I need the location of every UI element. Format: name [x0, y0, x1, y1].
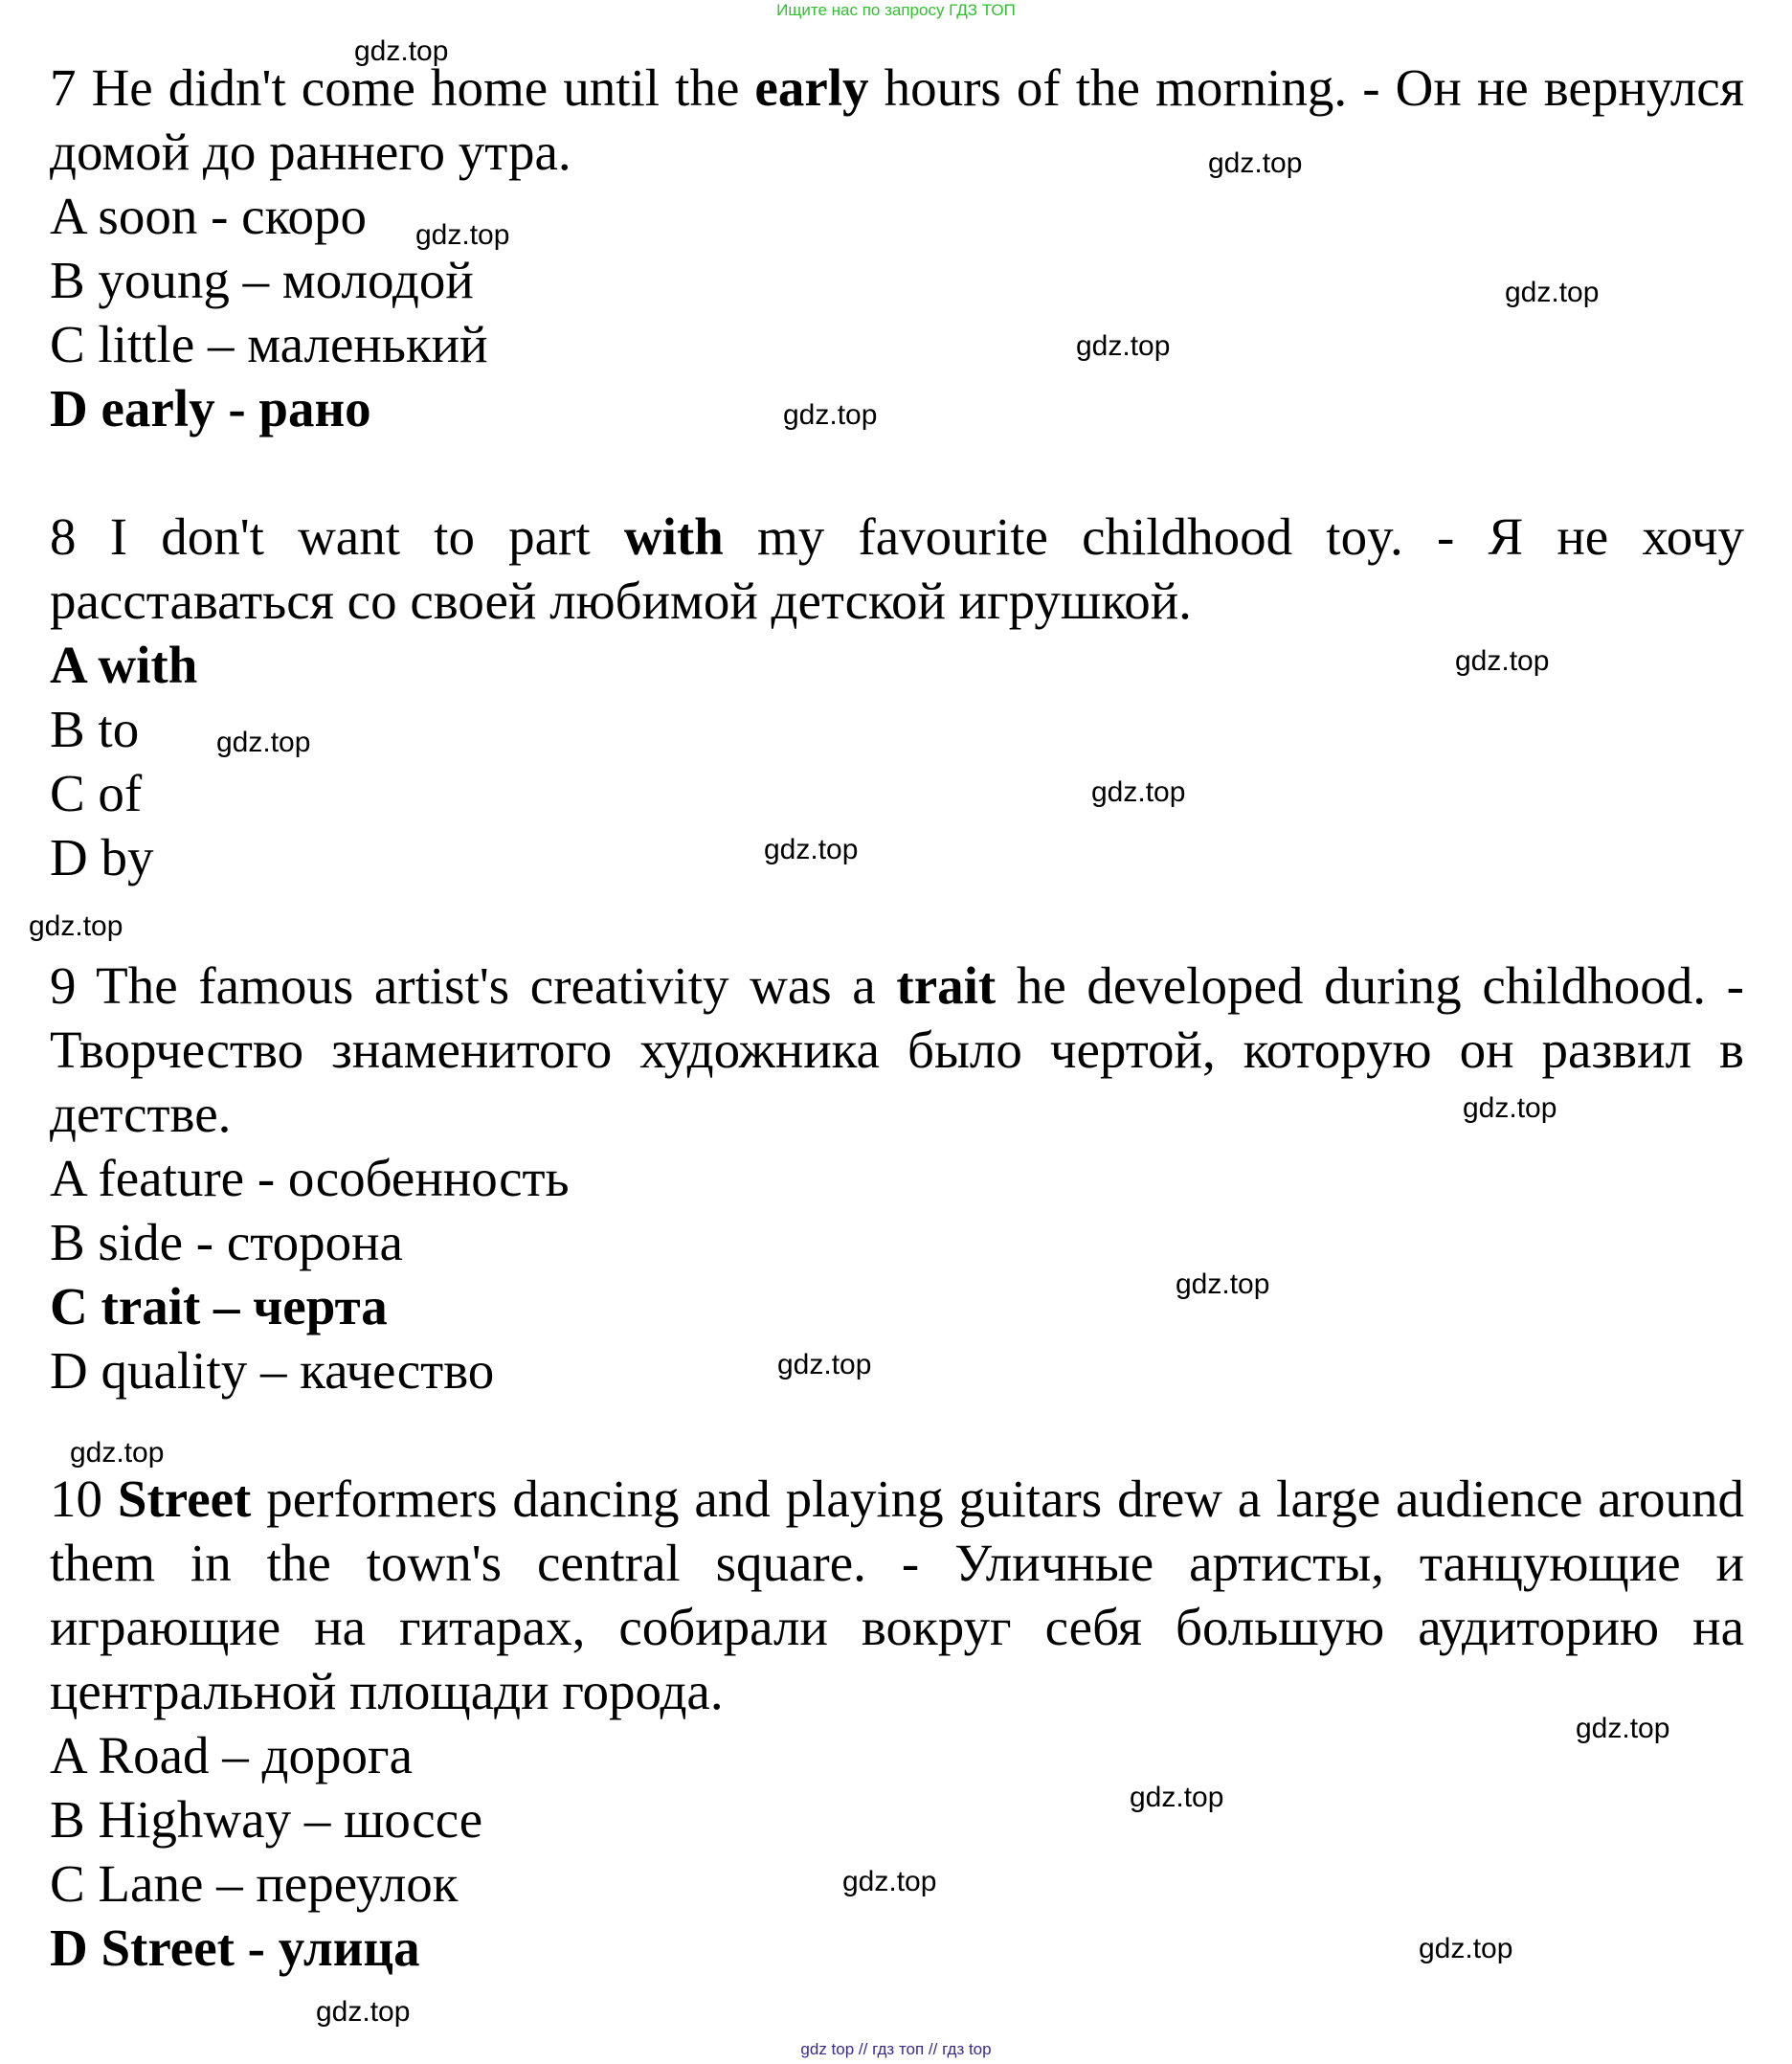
question-10-option-a: A Road – дорога [50, 1726, 413, 1784]
watermark: gdz.top [842, 1866, 937, 1897]
spacer [50, 1402, 1744, 1467]
watermark: gdz.top [1130, 1782, 1224, 1813]
watermark: gdz.top [783, 399, 878, 431]
question-8 [50, 505, 1744, 633]
question-10 [50, 1467, 1744, 1723]
top-banner: Ищите нас по запросу ГДЗ ТОП [776, 1, 1016, 19]
question-7-option-a: A soon - скоро [50, 187, 367, 245]
watermark: gdz.top [354, 35, 449, 67]
question-8-option-c: C of [50, 764, 143, 822]
question-10-suffix: performers dancing and playing guitars drew a large audience around them in the town's central square. - Уличные артисты, танцующие и играющие на гитарах, собирали вокруг себя большую аудиторию на центральной площади города. [50, 1469, 1745, 1720]
question-7-keyword: early [754, 58, 869, 117]
question-9-keyword: trait [896, 956, 997, 1015]
watermark: gdz.top [29, 910, 123, 942]
question-9-option-a: A feature - особенность [50, 1149, 570, 1207]
question-10-keyword: Street [117, 1469, 252, 1528]
spacer [50, 889, 1744, 953]
question-8-option-b: B to [50, 700, 140, 758]
question-7-suffix: hours of the morning. - Он не вернулся домой до раннего утра. [50, 58, 1744, 181]
question-7-option-b: B young – молодой [50, 251, 474, 309]
watermark: gdz.top [1076, 330, 1171, 362]
spacer [50, 440, 1744, 505]
question-7-option-d-correct: D early - рано [50, 379, 371, 437]
watermark: gdz.top [1208, 147, 1303, 179]
question-8-suffix: my favourite childhood toy. - Я не хочу расставаться со своей любимой детской игрушкой. [50, 507, 1745, 630]
watermark: gdz.top [1176, 1268, 1270, 1300]
question-10-option-c: C Lane – переулок [50, 1854, 459, 1913]
watermark: gdz.top [1505, 277, 1600, 308]
footer: gdz top // гдз топ // гдз top [800, 2040, 992, 2058]
question-7-option-c: C little – маленький [50, 315, 488, 373]
question-10-prefix: 10 [50, 1469, 118, 1528]
exercise-content [50, 56, 1744, 1980]
watermark: gdz.top [1091, 776, 1186, 808]
question-8-option-a-correct: A with [50, 636, 198, 694]
question-8-keyword: with [623, 507, 724, 566]
watermark: gdz.top [777, 1349, 872, 1380]
question-7-prefix: 7 He didn't come home until the [50, 58, 755, 117]
watermark: gdz.top [216, 727, 311, 758]
watermark: gdz.top [415, 219, 510, 251]
question-10-option-d-correct: D Street - улица [50, 1918, 420, 1977]
question-7 [50, 56, 1744, 184]
watermark: gdz.top [1576, 1713, 1670, 1744]
question-8-option-d: D by [50, 828, 154, 886]
question-10-option-b: B Highway – шоссе [50, 1790, 483, 1849]
watermark: gdz.top [1419, 1933, 1513, 1964]
question-8-prefix: 8 I don't want to part [50, 507, 624, 566]
question-9-option-d: D quality – качество [50, 1341, 495, 1400]
watermark: gdz.top [316, 1996, 411, 2028]
question-9-option-c-correct: C trait – черта [50, 1277, 388, 1335]
watermark: gdz.top [1455, 645, 1550, 677]
question-9-suffix: he developed during childhood. - Творчество знаменитого художника было чертой, которую он развил в детстве. [50, 956, 1745, 1143]
question-9-option-b: B side - сторона [50, 1213, 403, 1271]
watermark: gdz.top [764, 834, 859, 865]
watermark: gdz.top [70, 1437, 165, 1469]
question-9-prefix: 9 The famous artist's creativity was a [50, 956, 897, 1015]
watermark: gdz.top [1463, 1092, 1557, 1124]
